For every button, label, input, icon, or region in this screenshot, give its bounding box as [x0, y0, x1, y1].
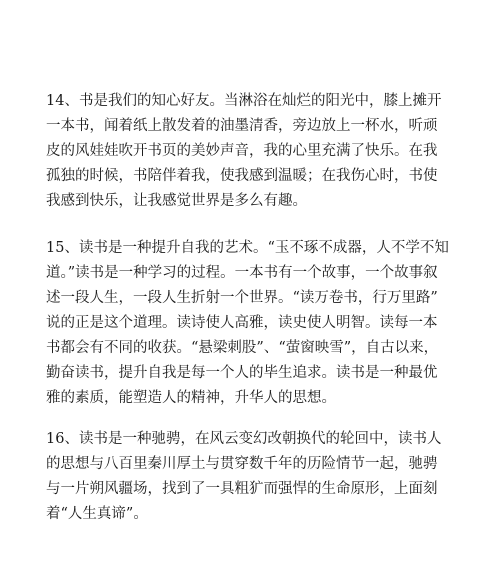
paragraph-line: 15、读书是一种提升自我的艺术。“玉不琢不成器，人不学不知 — [46, 240, 449, 256]
paragraph-line: 述一段人生，一段人生折射一个世界。“读万卷书，行万里路” — [46, 290, 438, 306]
paragraph-line: 孤独的时候，书陪伴着我，使我感到温暖；在我伤心时，书使 — [46, 168, 438, 184]
paragraph-line: 道。”读书是一种学习的过程。一本书有一个故事，一个故事叙 — [46, 265, 438, 281]
paragraph-line: 着“人生真谛”。 — [46, 506, 148, 522]
paragraph-line: 与一片朔风疆场，找到了一具粗犷而强悍的生命原形，上面刻 — [46, 481, 438, 497]
paragraph-line: 勤奋读书，提升自我是每一个人的毕生追求。读书是一种最优 — [46, 365, 438, 381]
paragraph-line: 一本书，闻着纸上散发着的油墨清香，旁边放上一杯水，听顽 — [46, 118, 438, 134]
paragraph-line: 说的正是这个道理。读诗使人高雅，读史使人明智。读每一本 — [46, 315, 438, 331]
paragraph-line: 16、读书是一种驰骋，在风云变幻改朝换代的轮回中，读书人 — [46, 431, 442, 447]
paragraph-line: 14、书是我们的知心好友。当淋浴在灿烂的阳光中，膝上摊开 — [46, 93, 442, 109]
paragraph-line: 皮的风娃娃吹开书页的美妙声音，我的心里充满了快乐。在我 — [46, 143, 438, 159]
paragraph-line: 书都会有不同的收获。“悬梁刺股”、“萤窗映雪”，自古以来， — [46, 340, 439, 356]
paragraph-line: 的思想与八百里秦川厚土与贯穿数千年的历险情节一起，驰骋 — [46, 456, 438, 472]
paragraph-line: 我感到快乐，让我感觉世界是多么有趣。 — [46, 193, 307, 209]
paragraph-line: 雅的素质，能塑造人的精神，升华人的思想。 — [46, 390, 336, 406]
